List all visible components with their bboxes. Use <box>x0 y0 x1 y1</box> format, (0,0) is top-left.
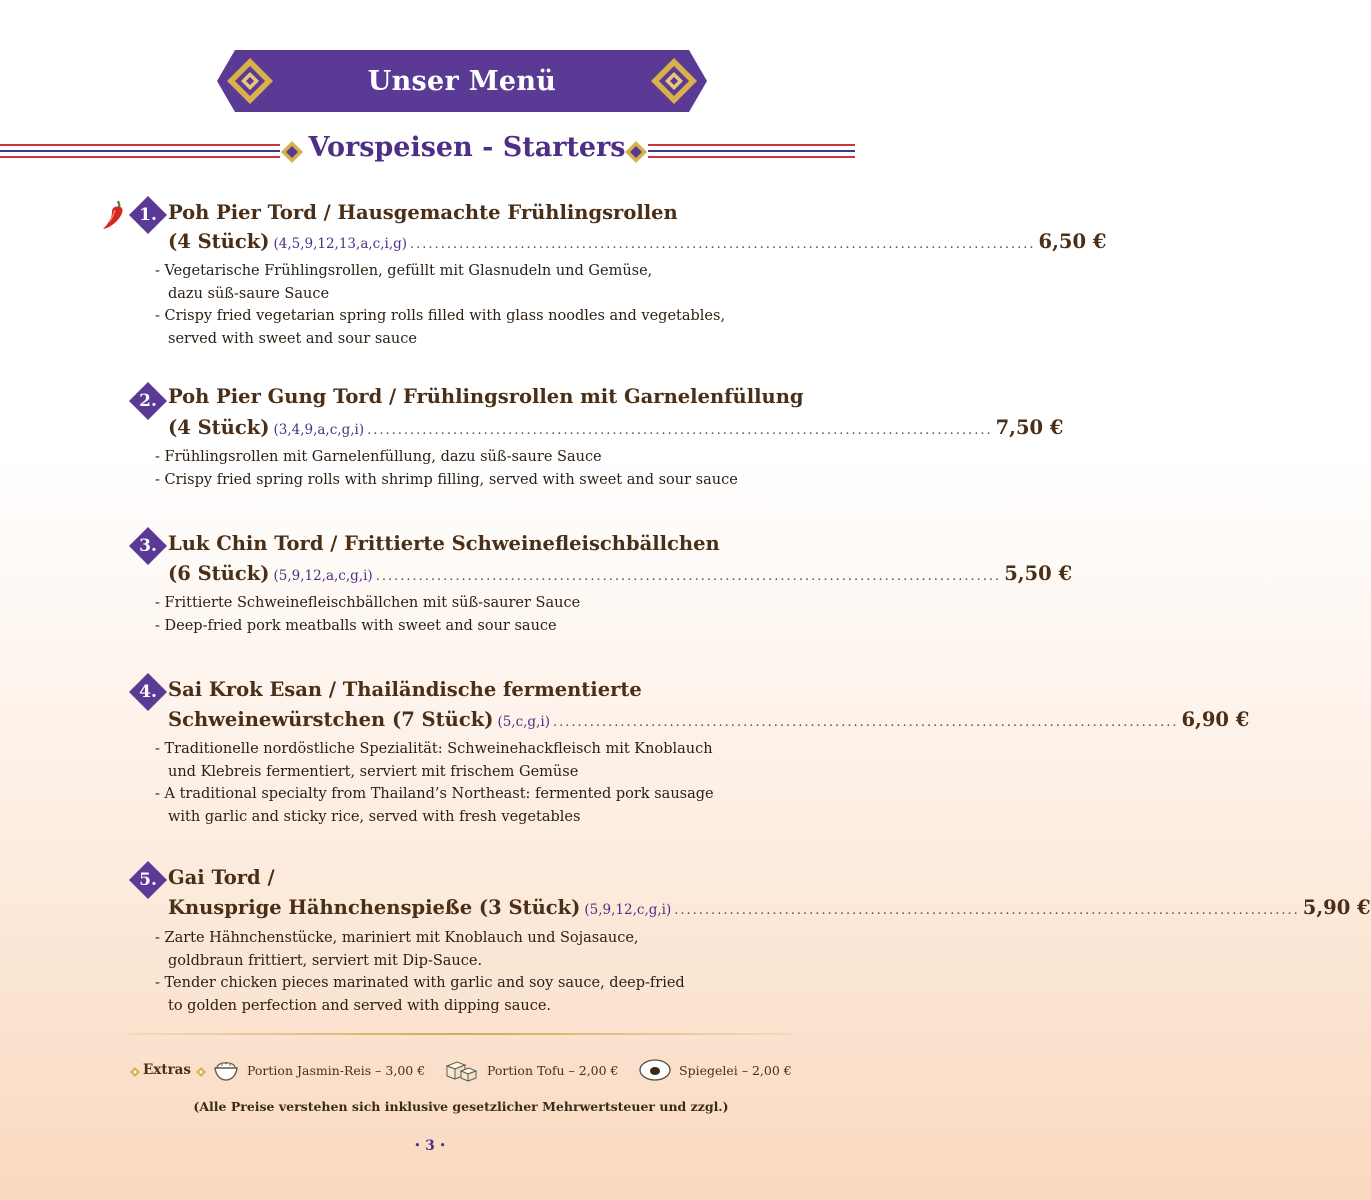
description <box>155 927 685 1017</box>
description-line: goldbraun frittiert, serviert mit Dip-Sauce. <box>168 952 483 969</box>
allergen-codes: (5,9,12,a,c,g,i) <box>273 568 373 584</box>
rice-bowl-icon <box>212 1057 240 1083</box>
description-line: dazu süß-saure Sauce <box>168 285 330 302</box>
description-line: to golden perfection and served with dipping sauce. <box>168 997 552 1014</box>
item-number-badge: 5. <box>128 860 168 900</box>
diamond-ornament-icon <box>280 140 304 164</box>
price: 6,90 € <box>1181 708 1250 731</box>
flag-stripes-left <box>0 144 280 158</box>
allergen-codes: (5,c,g,i) <box>497 714 550 730</box>
description-line: - Crispy fried spring rolls with shrimp filling, served with sweet and sour sauce <box>155 471 738 488</box>
small-diamond-icon <box>130 1067 140 1077</box>
header-banner <box>217 50 707 112</box>
page-number: • 3 • <box>414 1138 446 1154</box>
description <box>155 446 738 491</box>
price-line <box>168 414 1064 445</box>
description-line: und Klebreis fermentiert, serviert mit frischem Gemüse <box>168 763 579 780</box>
description-line: - Zarte Hähnchenstücke, mariniert mit Knoblauch und Sojasauce, <box>155 930 639 946</box>
dot-leader: ...................................................................................................... <box>552 715 1179 730</box>
description-line: - Traditionelle nordöstliche Spezialität: Schweinehackfleisch mit Knoblauch <box>155 741 713 757</box>
dish-name: Poh Pier Tord / Hausgemachte Frühlingsrollen <box>168 201 678 224</box>
fried-egg-icon <box>638 1058 672 1082</box>
item-number-badge: 4. <box>128 672 168 712</box>
price-line <box>168 228 1107 259</box>
allergen-codes: (4,5,9,12,13,a,c,i,g) <box>273 236 408 252</box>
price: 5,90 € <box>1302 896 1371 919</box>
flag-stripes-right <box>648 144 855 158</box>
dot-leader: ...................................................................................................... <box>674 903 1300 918</box>
description-line: - Tender chicken pieces marinated with garlic and soy sauce, deep-fried <box>155 975 685 991</box>
dish-name: Poh Pier Gung Tord / Frühlingsrollen mit Garnelenfüllung <box>168 385 804 408</box>
price-note: (Alle Preise verstehen sich inklusive gesetzlicher Mehrwertsteuer und zzgl.) <box>193 1099 729 1114</box>
dish-name: Gai Tord / <box>168 866 275 889</box>
dish-portion: Knusprige Hähnchenspieße (3 Stück) <box>168 896 581 919</box>
item-number-badge: 3. <box>128 526 168 566</box>
price: 5,50 € <box>1004 562 1073 585</box>
page-title: Unser Menü <box>367 65 557 97</box>
dot-leader: ...................................................................................................... <box>375 569 1002 584</box>
description <box>155 260 725 350</box>
dish-portion: Schweinewürstchen (7 Stück) <box>168 708 494 731</box>
description-line: - A traditional specialty from Thailand’s Northeast: fermented pork sausage <box>155 786 714 802</box>
chili-pepper-icon <box>100 198 128 232</box>
description-line: served with sweet and sour sauce <box>168 330 417 347</box>
description-line: - Vegetarische Frühlingsrollen, gefüllt mit Glasnudeln und Gemüse, <box>155 263 653 279</box>
description-line: - Deep-fried pork meatballs with sweet and sour sauce <box>155 617 557 634</box>
extras-label: Extras <box>143 1062 192 1078</box>
description-line: - Crispy fried vegetarian spring rolls filled with glass noodles and vegetables, <box>155 308 726 324</box>
extra-egg: Spiegelei – 2,00 € <box>679 1063 792 1078</box>
diamond-ornament-icon <box>624 140 648 164</box>
allergen-codes: (5,9,12,c,g,i) <box>584 902 672 918</box>
price-line <box>168 560 1073 591</box>
price-line <box>168 894 1371 925</box>
tofu-icon <box>444 1058 478 1082</box>
dot-leader: ...................................................................................................... <box>410 237 1036 252</box>
description <box>155 738 714 828</box>
price: 6,50 € <box>1038 230 1107 253</box>
allergen-codes: (3,4,9,a,c,g,i) <box>273 422 365 438</box>
description-line: with garlic and sticky rice, served with fresh vegetables <box>168 808 581 825</box>
item-number-badge: 2. <box>128 381 168 421</box>
description-line: - Frittierte Schweinefleischbällchen mit süß-saurer Sauce <box>155 595 581 611</box>
section-title: Vorspeisen - Starters <box>308 132 626 163</box>
dish-portion: (4 Stück) <box>168 230 270 253</box>
price: 7,50 € <box>995 416 1064 439</box>
dish-name: Luk Chin Tord / Frittierte Schweinefleischbällchen <box>168 532 720 555</box>
dish-name: Sai Krok Esan / Thailändische fermentierte <box>168 678 642 701</box>
gold-divider <box>128 1033 792 1035</box>
dot-leader: ...................................................................................................... <box>367 423 993 438</box>
extra-tofu: Portion Tofu – 2,00 € <box>487 1063 619 1078</box>
description <box>155 592 580 637</box>
price-line <box>168 706 1250 737</box>
small-diamond-icon <box>196 1067 206 1077</box>
dish-portion: (4 Stück) <box>168 416 270 439</box>
item-number-badge: 1. <box>128 195 168 235</box>
dish-portion: (6 Stück) <box>168 562 270 585</box>
extras-row <box>128 1056 798 1086</box>
extra-rice: Portion Jasmin-Reis – 3,00 € <box>247 1063 426 1078</box>
description-line: - Frühlingsrollen mit Garnelenfüllung, dazu süß-saure Sauce <box>155 449 602 465</box>
